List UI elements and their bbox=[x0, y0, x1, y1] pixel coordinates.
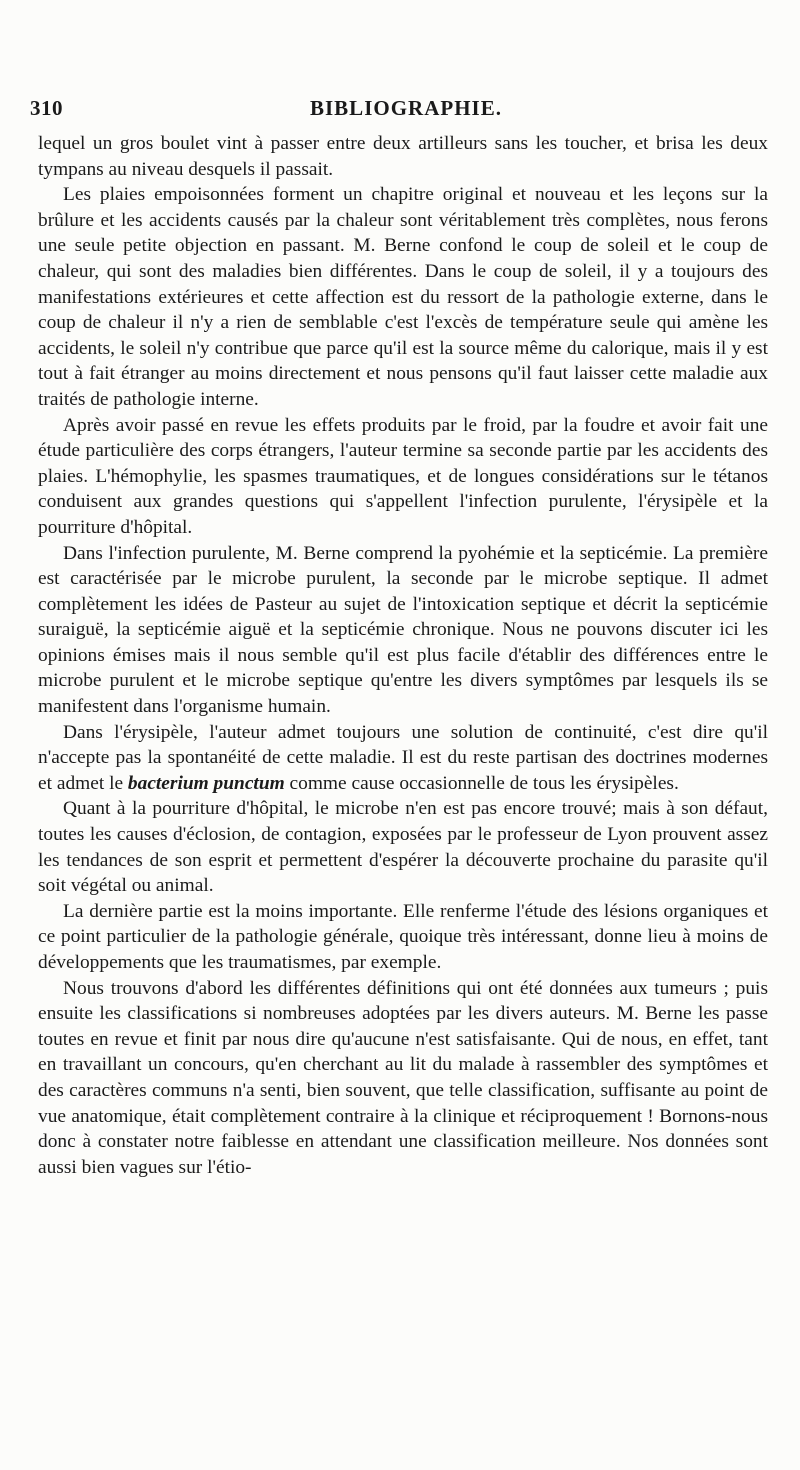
paragraph: Quant à la pourriture d'hôpital, le microbe n'en est pas encore trouvé; mais à son défaut, toutes les causes d'éclosion, de contagion, exposées par le professeur de Lyon prouvent assez les tendances de son esprit et permettent d'espérer la découverte prochaine du parasite qu'il soit végétal ou animal. bbox=[38, 798, 768, 897]
paragraph: Nous trouvons d'abord les différentes définitions qui ont été données aux tumeurs ; puis ensuite les classifications si nombreuses adoptées par les divers auteurs. M. Berne les passe toutes en revue et finit par nous dire qu'aucune n'est satisfaisante. Qui de nous, en effet, tant en travaillant un concours, qu'en cherchant au lit du malade à rassembler des symptômes et des caractères communs n'a senti, bien souvent, que telle classification, suffisante au point de vue anatomique, était complètement contraire à la clinique et réciproquement ! Bornons-nous donc à constater notre faiblesse en attendant une classification meilleure. Nos données sont aussi bien vagues sur l'étio- bbox=[38, 977, 768, 1178]
body-text bbox=[38, 131, 768, 1180]
paragraph: Après avoir passé en revue les effets produits par le froid, par la foudre et avoir fait une étude particulière des corps étrangers, l'auteur termine sa seconde partie par les accidents des plaies. L'hémophylie, les spasmes traumatiques, et de longues considérations sur le tétanos conduisent aux grandes questions qui s'appellent l'infection purulente, l'érysipèle et la pourriture d'hôpital. bbox=[38, 414, 768, 538]
paragraph: La dernière partie est la moins importante. Elle renferme l'étude des lésions organiques et ce point particulier de la pathologie générale, quoique très intéressant, donne lieu à moins de développements que les traumatismes, par exemple. bbox=[38, 900, 768, 973]
paragraph: Dans l'infection purulente, M. Berne comprend la pyohémie et la septicémie. La première est caractérisée par le microbe purulent, la seconde par le microbe septique. Il admet complètement les idées de Pasteur au sujet de l'intoxication septique et décrit la septicémie suraiguë, la septicémie aiguë et la septicémie chronique. Nous ne pouvons discuter ici les opinions émises mais il nous semble qu'il est plus facile d'établir des différences entre le microbe purulent et le microbe septique qu'entre les divers symptômes par lesquels ils se manifestent dans l'organisme humain. bbox=[38, 542, 768, 718]
running-head: BIBLIOGRAPHIE. bbox=[310, 96, 502, 120]
italic-term: bacterium punctum bbox=[127, 772, 285, 794]
page-number: 310 bbox=[30, 96, 63, 120]
page-header bbox=[30, 96, 770, 130]
paragraph: lequel un gros boulet vint à passer entre deux artilleurs sans les toucher, et brisa les deux tympans au niveau desquels il passait. bbox=[38, 133, 768, 180]
paragraph-text: comme cause occasionnelle de tous les érysipèles. bbox=[284, 772, 679, 794]
paragraph bbox=[38, 720, 768, 797]
paragraph: Les plaies empoisonnées forment un chapitre original et nouveau et les leçons sur la brûlure et les accidents causés par la chaleur sont véritablement très complètes, nous ferons une seule petite objection en passant. M. Berne confond le coup de soleil et le coup de chaleur, qui sont des maladies bien différentes. Dans le coup de soleil, il y a toujours des manifestations extérieures et cette affection est du ressort de la pathologie externe, dans le coup de chaleur il n'y a rien de semblable c'est l'excès de température seule qui amène les accidents, le soleil n'y contribue que parce qu'il est la source même du calorique, mais il y est tout à fait étranger au moins directement et nous pensons qu'il faut laisser cette maladie aux traités de pathologie interne. bbox=[38, 184, 768, 410]
paragraph-text: Dans l'érysipèle, l'auteur admet toujours une solution de continuité, c'est dire qu'il n'accepte pas la spontanéité de cette maladie. Il est du reste partisan des doctrines modernes et admet le bbox=[38, 721, 768, 794]
